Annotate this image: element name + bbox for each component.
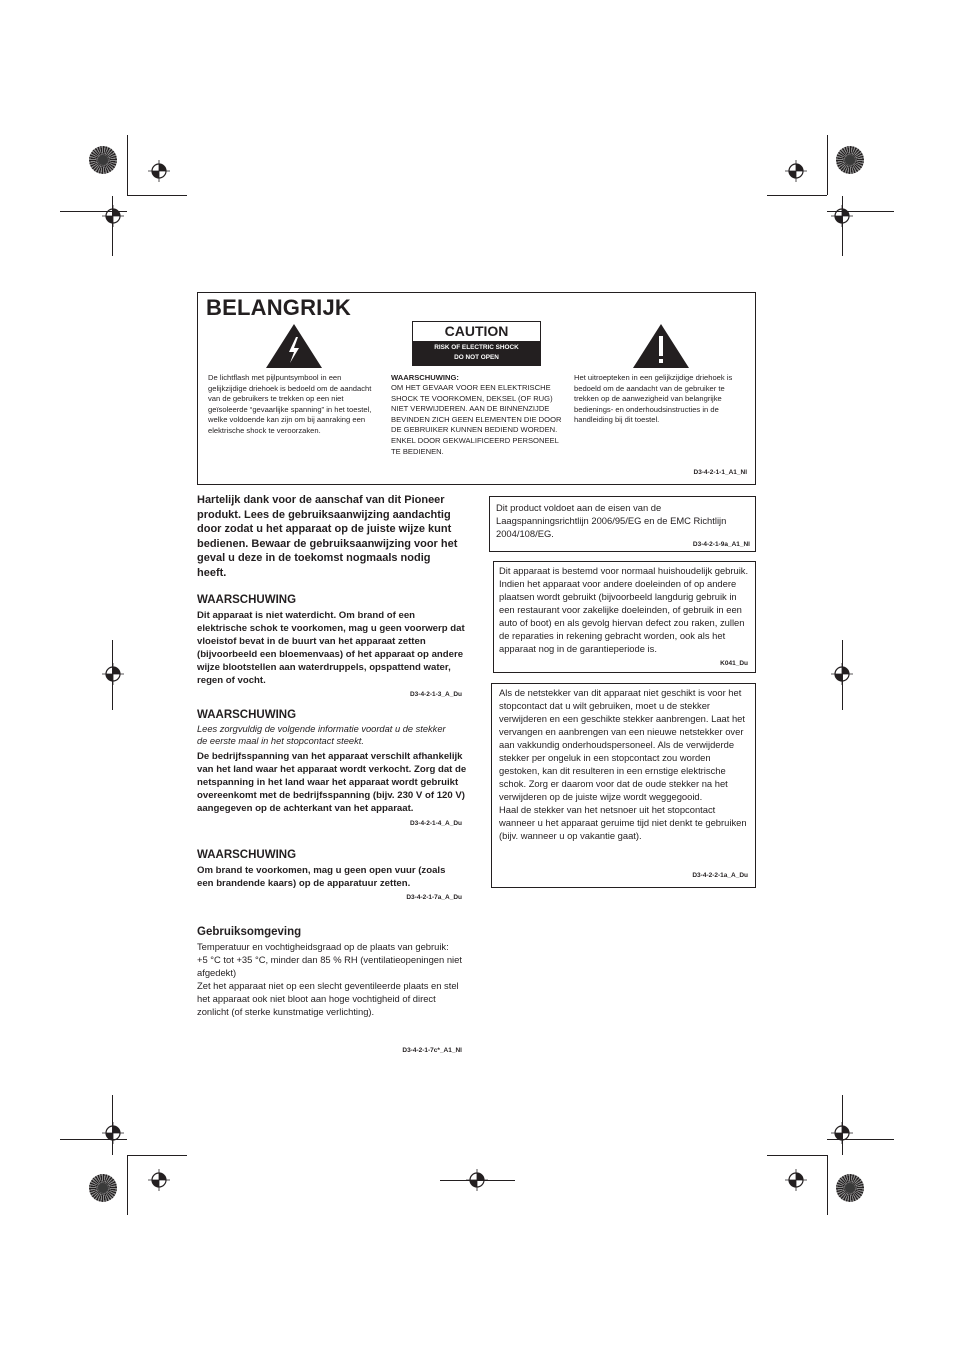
compliance-text: Dit product voldoet aan de eisen van de Laagspanningsrichtlijn 2006/95/EG en de EMC Richtlijn 2004/108/EG. (496, 502, 727, 539)
caution-line-2: DO NOT OPEN (454, 353, 499, 361)
lightning-warning-triangle-icon (265, 323, 323, 369)
registration-mark-icon (102, 663, 124, 685)
crop-mark (827, 135, 828, 195)
calibration-disc-icon (836, 1174, 864, 1202)
center-warning-text: OM HET GEVAAR VOOR EEN ELEKTRISCHE SHOCK TE VOORKOMEN, DEKSEL (OF RUG) NIET VERWIJDEREN. AAN DE BINNENZIJDE BEVINDEN ZICH GEEN ELEMENTEN DIE DOOR DE GEBRUIKER KUNNEN BEDIEND WORDEN. ENKEL DOOR GEKWALIFICEERD PERSONEEL TE BEDIENEN. (391, 383, 562, 456)
document-code: D3-4-2-1-7a_A_Du (406, 894, 462, 901)
crop-mark (127, 1155, 187, 1156)
registration-mark-icon (785, 160, 807, 182)
crop-mark (842, 640, 843, 710)
important-notice-box (197, 292, 756, 485)
registration-mark-icon (102, 205, 124, 227)
compliance-box (489, 496, 756, 552)
exclamation-warning-triangle-icon (632, 323, 690, 369)
crop-mark (827, 1155, 828, 1215)
registration-mark-icon (148, 160, 170, 182)
lightning-explanation-text: De lichtflash met pijlpuntsymbool in een gelijkzijdige driehoek is bedoeld om de aandacht van de gebruikers te trekken op een niet geïsoleerde “gevaarlijke spanning” in het toestel, welke voldoende kan zijn om bij aanraking een elektrische shock te veroorzaken. (208, 373, 372, 435)
household-use-box (493, 561, 756, 673)
warning-text-1: Dit apparaat is niet waterdicht. Om brand of een elektrische schok te voorkomen, mag u geen voorwerp dat vloeistof bevat in de buurt van het apparaat zetten (bijvoorbeeld een bloemenvaas) of het apparaat op andere wijze blootstellen aan waterdruppels, opspattend water, regen of vocht. (197, 610, 465, 686)
crop-mark (112, 640, 113, 710)
caution-subtitle (413, 341, 540, 365)
registration-mark-icon (102, 1122, 124, 1144)
document-code: D3-4-2-1-1_A1_Nl (693, 469, 747, 476)
crop-mark (440, 1180, 515, 1181)
document-code: D3-4-2-1-9a_A1_Nl (692, 541, 750, 548)
registration-mark-icon (148, 1169, 170, 1191)
document-code: D3-4-2-1-7c*_A1_Nl (402, 1047, 462, 1054)
document-code: D3-4-2-1-4_A_Du (409, 820, 462, 827)
crop-mark (127, 135, 128, 195)
caution-title: CAUTION (444, 323, 509, 339)
warning-text-3: Om brand te voorkomen, mag u geen open vuur (zoals een brandende kaars) op de apparatuur zetten. (197, 865, 446, 889)
calibration-disc-icon (89, 146, 117, 174)
registration-mark-icon (831, 1122, 853, 1144)
document-code: K041_Du (720, 660, 748, 667)
document-code: D3-4-2-2-1a_A_Du (692, 872, 748, 879)
page-title: BELANGRIJK (206, 295, 352, 320)
warning-heading-3: WAARSCHUWING (197, 849, 297, 861)
warning-text-2: De bedrijfsspanning van het apparaat verschilt afhankelijk van het land waar het apparaat wordt verkocht. Zorg dat de netspanning in het land waar het apparaat wordt gebruikt overeenkomt met de bedrijfsspanning (bijv. 230 V of 120 V) aangegeven op de achterkant van het apparaat. (197, 751, 467, 814)
registration-mark-icon (831, 205, 853, 227)
crop-mark (767, 1155, 827, 1156)
crop-mark (127, 1155, 128, 1215)
environment-heading: Gebruiksomgeving (197, 926, 302, 938)
warning-italic-note-2: Lees zorgvuldig de volgende informatie voordat u de stekker de eerste maal in het stopcontact steekt. (197, 724, 446, 746)
household-use-text: Dit apparaat is bestemd voor normaal huishoudelijk gebruik. Indien het apparaat voor andere doeleinden of op andere plaatsen wordt gebruikt (bijvoorbeeld langdurig gebruik in een restaurant voor zakelijke doeleinden, of gebruik in een auto of boot) en als gevolg hiervan defect zou raken, zullen de reparaties in rekening gebracht worden, ook als het apparaat nog in de garantieperiode is. (499, 565, 749, 654)
center-warning-heading: WAARSCHUWING: (391, 373, 459, 382)
crop-mark (127, 195, 187, 196)
registration-mark-icon (785, 1169, 807, 1191)
power-plug-box (491, 683, 756, 888)
environment-text: Temperatuur en vochtigheidsgraad op de plaats van gebruik: +5 °C tot +35 °C, minder dan 85 % RH (ventilatieopeningen niet afgedekt) Zet het apparaat niet op een slecht geventileerde plaats en stel het apparaat ook niet bloot aan hoge vochtigheid of direct zonlicht (of sterke kunstmatige verlichting). (197, 941, 462, 1017)
warning-heading-2: WAARSCHUWING (197, 709, 297, 721)
warning-heading-1: WAARSCHUWING (197, 594, 297, 606)
caution-line-1: RISK OF ELECTRIC SHOCK (434, 344, 519, 351)
crop-mark (767, 195, 827, 196)
caution-label (412, 321, 541, 366)
document-code: D3-4-2-1-3_A_Du (409, 691, 462, 698)
intro-paragraph: Hartelijk dank voor de aanschaf van dit Pioneer produkt. Lees de gebruiksaanwijzing aandachtig door zodat u het apparaat op de juiste wijze kunt bedienen. Bewaar de gebruiksaanwijzing voor het geval u deze in de toekomst nogmaals nodig heeft. (197, 494, 458, 579)
power-plug-text: Als de netstekker van dit apparaat niet geschikt is voor het stopcontact dat u wilt gebruiken, moet u de stekker verwijderen en een geschikte stekker aanbrengen. Laat het vervangen en aanbrengen van een nieuwe netstekker over aan vakkundig onderhoudspersoneel. Als de verwijderde stekker per ongeluk in een stopcontact zou worden gestoken, kan dit resulteren in een ernstige elektrische schok. Zorg er daarom voor dat de oude stekker na het verwijderen op de juiste wijze wordt weggegooid. Haal de stekker van het netsnoer uit het stopcontact wanneer u het apparaat geruime tijd niet denkt te gebruiken (bijv. wanneer u op vakantie gaat). (499, 687, 747, 841)
exclamation-explanation-text: Het uitroepteken in een gelijkzijdige driehoek is bedoeld om de aandacht van de gebruiker te trekken op de aanwezigheid van belangrijke bedienings- en onderhoudsinstructies in de handleiding bij dit toestel. (574, 373, 733, 425)
calibration-disc-icon (836, 146, 864, 174)
calibration-disc-icon (89, 1174, 117, 1202)
